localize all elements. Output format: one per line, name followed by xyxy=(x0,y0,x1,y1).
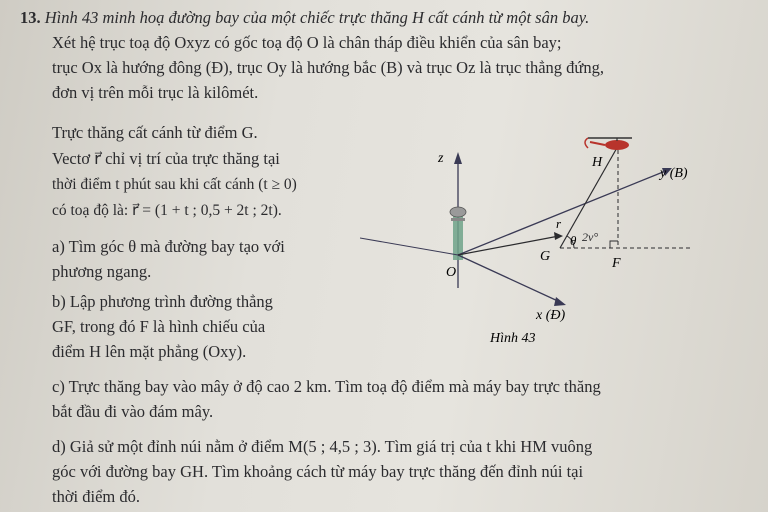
point-f-label: F xyxy=(612,256,621,271)
intro-text-4: đơn vị trên mỗi trục là kilômét. xyxy=(52,83,259,102)
intro-text-2: Xét hệ trục toạ độ Oxyz có gốc toạ độ O là chân tháp điều khiển của sân bay; xyxy=(52,33,562,52)
tower-deck xyxy=(451,218,465,221)
part-a-text-1: a) Tìm góc θ mà đường bay tạo với xyxy=(52,237,285,256)
problem-line-1 xyxy=(20,8,589,28)
z-axis-label: z xyxy=(438,151,444,166)
x-axis-label: x (Đ) xyxy=(536,308,566,323)
part-c-text-2: bắt đầu đi vào đám mây. xyxy=(52,402,214,421)
setup-text-2: Vectơ r⃗ chỉ vị trí của trực thăng tại xyxy=(52,149,280,168)
tower-cab xyxy=(450,207,466,217)
vector-r-arrow-icon xyxy=(554,232,563,240)
point-h-label: H xyxy=(592,155,603,170)
helicopter-icon xyxy=(585,138,632,150)
part-b-text-1: b) Lập phương trình đường thẳng xyxy=(52,292,273,311)
part-a-text-2: phương ngang. xyxy=(52,262,152,281)
intro-text-1: Hình 43 minh hoạ đường bay của một chiếc trực thăng H cất cánh từ một sân bay. xyxy=(44,8,590,27)
setup-text-1: Trực thăng cất cánh từ điểm G. xyxy=(52,123,258,142)
origin-label: O xyxy=(446,265,457,280)
part-d-text-1: d) Giả sử một đỉnh núi nằm ở điểm M(5 ; 4,5 ; 3). Tìm giá trị của t khi HM vuông xyxy=(52,437,593,456)
part-c-text-1: c) Trực thăng bay vào mây ở độ cao 2 km. Tìm toạ độ điểm mà máy bay trực thăng xyxy=(52,377,601,396)
point-g-label: G xyxy=(540,249,551,264)
intro-text-3: trục Ox là hướng đông (Đ), trục Oy là hướng bắc (B) và trục Oz là trục thẳng đứng, xyxy=(52,58,604,77)
part-d-text-3: thời điểm đó. xyxy=(52,487,141,506)
part-b-text-2: GF, trong đó F là hình chiếu của xyxy=(52,317,266,336)
theta-label: θ xyxy=(570,233,577,248)
part-b-text-3: điểm H lên mặt phẳng (Oxy). xyxy=(52,342,247,361)
handwritten-note: 2v° xyxy=(582,230,599,244)
z-axis-arrow-icon xyxy=(454,152,462,164)
problem-number: 13. xyxy=(20,8,41,27)
x-axis-arrow-icon xyxy=(554,297,566,306)
ground-edge-left xyxy=(360,238,458,255)
right-angle-marker xyxy=(610,241,618,248)
figure-43-diagram xyxy=(360,120,720,350)
setup-text-3: thời điểm t phút sau khi cất cánh (t ≥ 0) xyxy=(52,176,297,193)
figure-caption: Hình 43 xyxy=(490,331,536,346)
vector-r-label: r⃗ xyxy=(556,216,572,231)
part-d-text-2: góc với đường bay GH. Tìm khoảng cách từ máy bay trực thăng đến đỉnh núi tại xyxy=(52,462,584,481)
y-axis-label: y (B) xyxy=(660,166,688,181)
setup-text-4: có toạ độ là: r⃗ = (1 + t ; 0,5 + 2t ; 2t). xyxy=(52,202,282,219)
